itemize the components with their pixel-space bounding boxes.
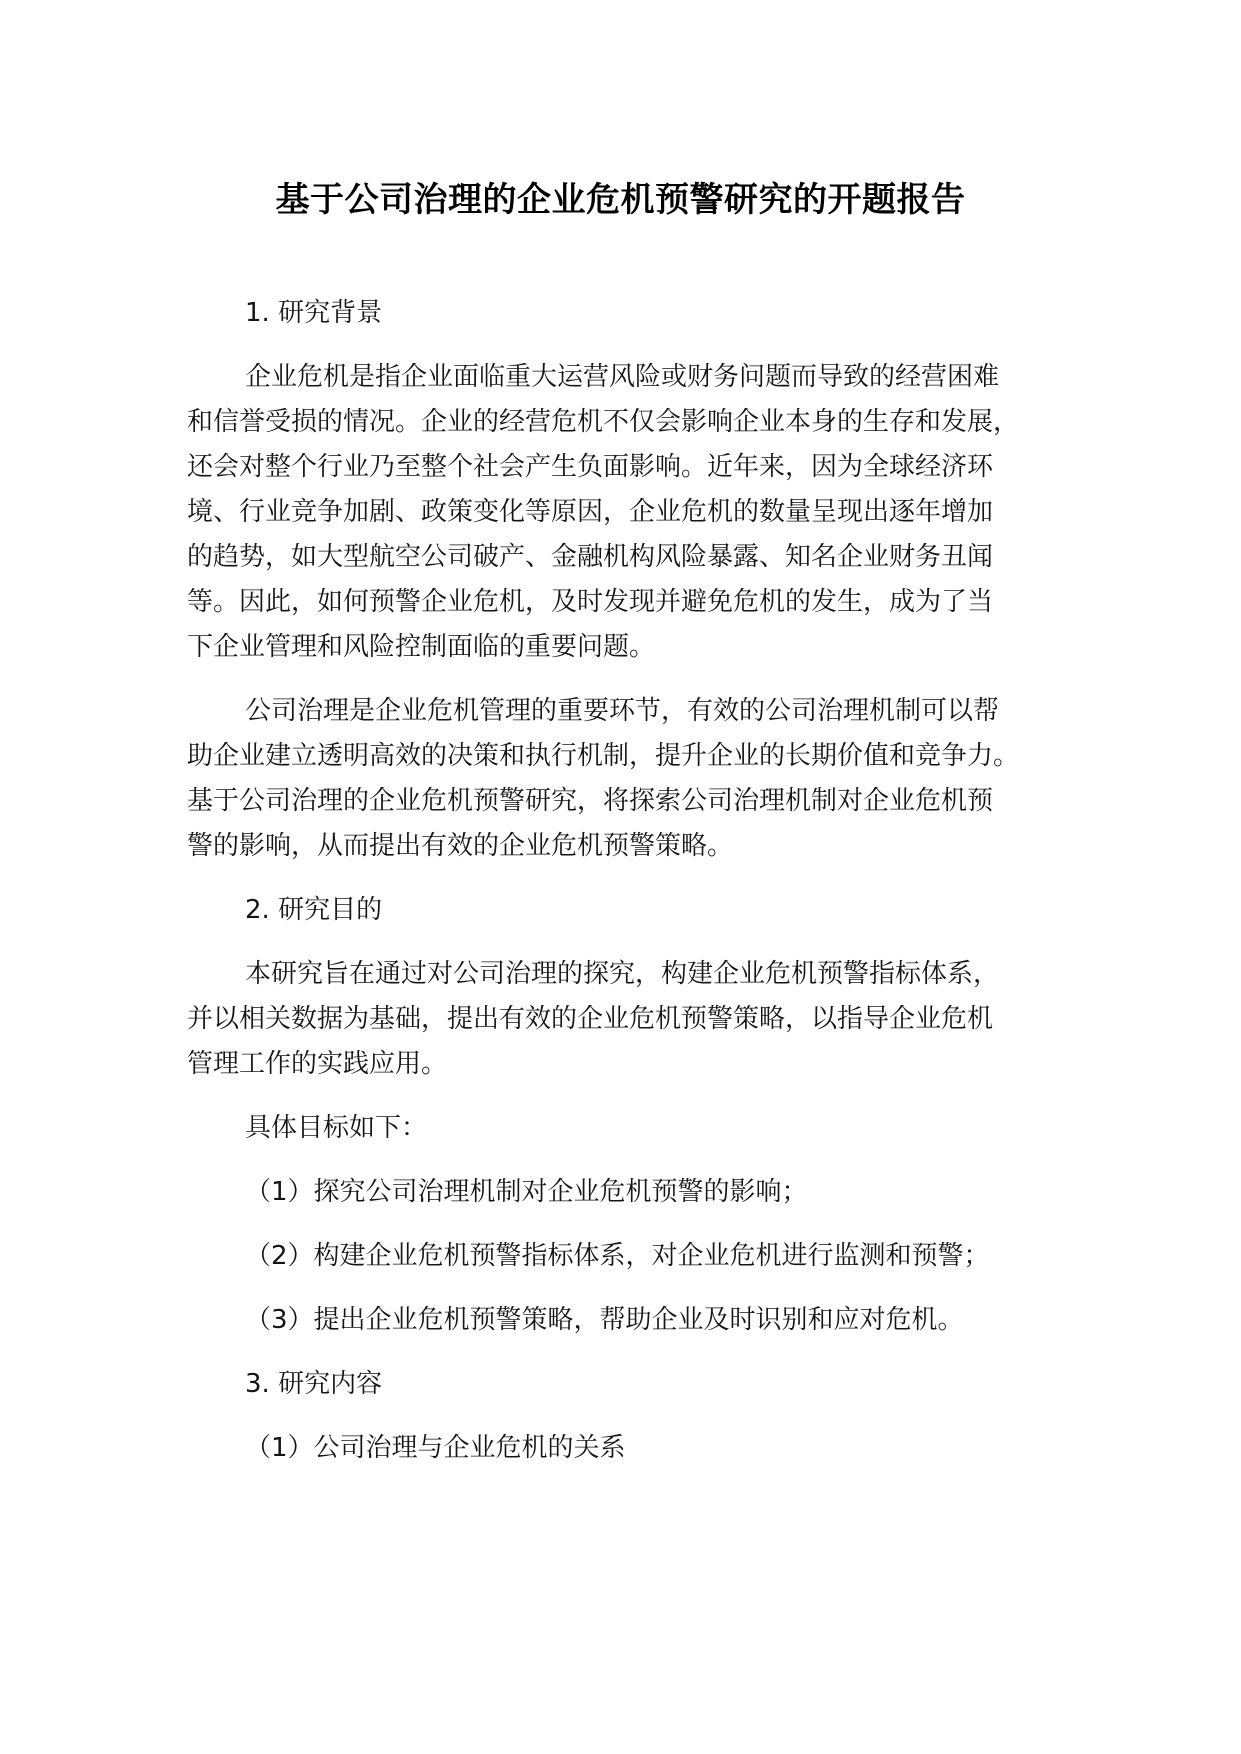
list-item: （1）公司治理与企业危机的关系 (245, 1433, 626, 1463)
paragraph-line: 并以相关数据为基础，提出有效的企业危机预警策略，以指导企业危机 (187, 1004, 994, 1034)
paragraph-line: 具体目标如下： (245, 1113, 428, 1143)
paragraph-line: 的趋势，如大型航空公司破产、金融机构风险暴露、知名企业财务丑闻 (187, 542, 994, 572)
paragraph-line: 和信誉受损的情况。企业的经营危机不仅会影响企业本身的生存和发展， (187, 407, 1020, 437)
paragraph-line: 下企业管理和风险控制面临的重要问题。 (187, 632, 656, 662)
paragraph-line: 公司治理是企业危机管理的重要环节，有效的公司治理机制可以帮 (245, 696, 1000, 726)
paragraph-line: 基于公司治理的企业危机预警研究，将探索公司治理机制对企业危机预 (187, 786, 994, 816)
paragraph-line: 本研究旨在通过对公司治理的探究，构建企业危机预警指标体系， (245, 959, 1000, 989)
paragraph-line: 助企业建立透明高效的决策和执行机制，提升企业的长期价值和竞争力。 (187, 741, 1020, 771)
list-item: （1）探究公司治理机制对企业危机预警的影响； (245, 1177, 808, 1207)
list-item: （2）构建企业危机预警指标体系，对企业危机进行监测和预警； (245, 1241, 990, 1271)
section-heading-content: 3. 研究内容 (245, 1369, 383, 1399)
paragraph-line: 境、行业竞争加剧、政策变化等原因，企业危机的数量呈现出逐年增加 (187, 497, 994, 527)
paragraph-line: 还会对整个行业乃至整个社会产生负面影响。近年来，因为全球经济环 (187, 452, 994, 482)
document-title: 基于公司治理的企业危机预警研究的开题报告 (275, 180, 966, 220)
section-heading-purpose: 2. 研究目的 (245, 895, 383, 925)
paragraph-line: 管理工作的实践应用。 (187, 1049, 448, 1079)
paragraph-line: 企业危机是指企业面临重大运营风险或财务问题而导致的经营困难 (245, 362, 1000, 392)
list-item: （3）提出企业危机预警策略，帮助企业及时识别和应对危机。 (245, 1305, 964, 1335)
section-heading-background: 1. 研究背景 (245, 298, 383, 328)
paragraph-line: 等。因此，如何预警企业危机，及时发现并避免危机的发生，成为了当 (187, 587, 994, 617)
paragraph-line: 警的影响，从而提出有效的企业危机预警策略。 (187, 831, 734, 861)
